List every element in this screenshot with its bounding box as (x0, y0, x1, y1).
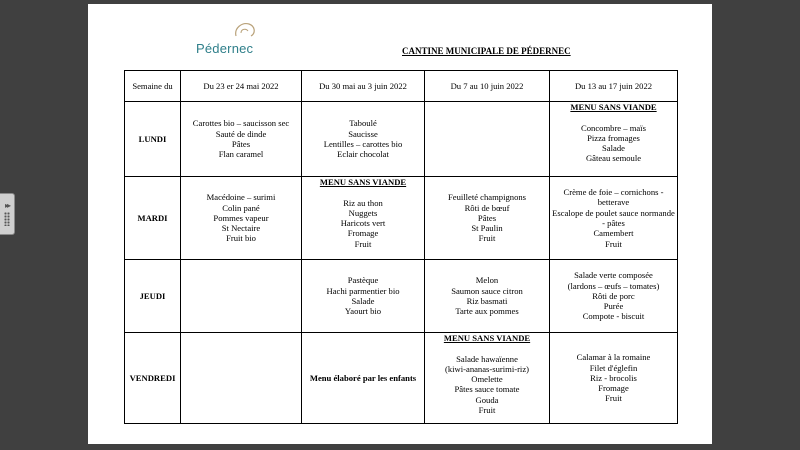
menu-item: Lentilles – carottes bio (323, 139, 403, 149)
menu-cell (181, 177, 302, 260)
menu-cell (302, 177, 425, 260)
menu-item: (kiwi-ananas-surimi-riz) (445, 363, 529, 374)
menu-item: Pizza fromages (587, 132, 640, 143)
menu-item: Tarte aux pommes (455, 306, 519, 317)
menu-item: Crème de foie – cornichons - betterave (563, 187, 664, 208)
menu-item (552, 112, 675, 122)
menu-item: Fruit (354, 238, 372, 249)
menu-item (304, 187, 422, 197)
menu-item: Compote - biscuit (582, 311, 645, 322)
logo-swirl-icon (232, 20, 258, 42)
table-row (125, 102, 678, 177)
menu-item: Rôti de bœuf (464, 202, 510, 213)
menu-item: Rôti de porc (592, 290, 635, 301)
menu-item: Sauté de dinde (215, 128, 267, 139)
column-header: Du 23 er 24 mai 2022 (181, 71, 302, 102)
column-header: Semaine du (125, 71, 181, 102)
menu-cell (181, 260, 302, 333)
menu-item: Saumon sauce citron (451, 285, 523, 296)
menu-item: Pâtes (231, 139, 251, 149)
menu-item: Fruit (605, 238, 622, 249)
menu-item: Hachi parmentier bio (326, 285, 400, 296)
menu-item: Eclair chocolat (337, 149, 389, 160)
day-label: JEUDI (125, 260, 181, 333)
menu-cell (425, 102, 550, 177)
menu-item: Salade verte composée (574, 270, 653, 281)
table-row (125, 333, 678, 424)
menu-item: Escalope de poulet sauce normande - pâtes (552, 207, 675, 228)
menu-item: Feuilleté champignons (447, 192, 527, 203)
column-header: Du 13 au 17 juin 2022 (550, 71, 678, 102)
menu-item: Gâteau semoule (585, 153, 642, 164)
menu-item: St Nectaire (221, 223, 261, 234)
menu-cell (550, 260, 678, 333)
menu-item: Concombre – maïs (581, 122, 646, 133)
table-row (125, 260, 678, 333)
menu-item (427, 343, 547, 353)
menu-cell (181, 102, 302, 177)
menu-heading: MENU SANS VIANDE (319, 177, 407, 187)
menu-item: Calamar à la romaine (576, 352, 651, 363)
menu-item: Pâtes (477, 212, 497, 223)
menu-item: Salade hawaïenne (456, 353, 518, 364)
menu-item: Flan caramel (218, 149, 264, 160)
menu-item: Gouda (475, 394, 499, 405)
menu-item: Fromage (347, 228, 379, 239)
menu-item: Nuggets (348, 207, 378, 218)
menu-item: Fruit (605, 393, 622, 404)
menu-item: Omelette (471, 374, 503, 385)
menu-item: Riz basmati (466, 296, 508, 306)
menu-cell (181, 333, 302, 424)
menu-item: Fruit (478, 405, 496, 416)
menu-item: Melon (475, 275, 499, 286)
day-label: VENDREDI (125, 333, 181, 424)
menu-item: St Paulin (471, 223, 503, 234)
menu-cell (302, 260, 425, 333)
menu-heading: MENU SANS VIANDE (443, 333, 531, 343)
menu-item: Yaourt bio (344, 306, 382, 317)
column-header: Du 30 mai au 3 juin 2022 (302, 71, 425, 102)
menu-cell (425, 260, 550, 333)
table-row (125, 177, 678, 260)
menu-item: Haricots vert (340, 218, 386, 229)
chevron-right-icon: ▸▸ (4, 201, 10, 210)
menu-item: Pâtes sauce tomate (454, 384, 520, 395)
pedernec-logo (196, 20, 256, 56)
menu-item: Riz au thon (343, 197, 383, 208)
menu-item: Carottes bio – saucisson sec (192, 118, 290, 129)
menu-item: Pastèque (347, 275, 379, 286)
menu-item: Colin pané (222, 202, 260, 213)
menu-item: Riz - brocolis (590, 372, 637, 383)
menu-cell (550, 333, 678, 424)
day-label: LUNDI (125, 102, 181, 177)
menu-item: Salade (351, 296, 375, 306)
menu-cell (425, 333, 550, 424)
menu-item: Filet d'églefin (589, 362, 638, 373)
menu-item: (lardons – œufs – tomates) (567, 280, 660, 291)
menu-cell (302, 333, 425, 424)
menu-item: Fruit (478, 233, 496, 244)
menu-item: Taboulé (349, 118, 377, 129)
table-header-row (125, 71, 678, 102)
menu-cell (550, 102, 678, 177)
sidebar-toggle-handle[interactable] (0, 193, 15, 235)
document-title: CANTINE MUNICIPALE DE PÉDERNEC (402, 46, 571, 56)
menu-note: Menu élaboré par les enfants (309, 372, 417, 383)
menu-table (124, 70, 678, 424)
grip-icon (4, 212, 10, 226)
menu-cell (302, 102, 425, 177)
menu-item: Purée (603, 301, 624, 312)
document-page (88, 4, 712, 444)
logo-text: Pédernec (196, 41, 254, 56)
menu-item: Fruit bio (226, 233, 256, 244)
menu-item: Pommes vapeur (213, 212, 269, 223)
menu-cell (425, 177, 550, 260)
day-label: MARDI (125, 177, 181, 260)
menu-cell (550, 177, 678, 260)
menu-item: Camembert (593, 228, 634, 239)
menu-heading: MENU SANS VIANDE (570, 102, 657, 112)
column-header: Du 7 au 10 juin 2022 (425, 71, 550, 102)
menu-item: Fromage (598, 383, 629, 394)
menu-item: Salade (602, 143, 625, 154)
menu-item: Saucisse (348, 128, 378, 139)
menu-item: Macédoine – surimi (206, 192, 276, 203)
